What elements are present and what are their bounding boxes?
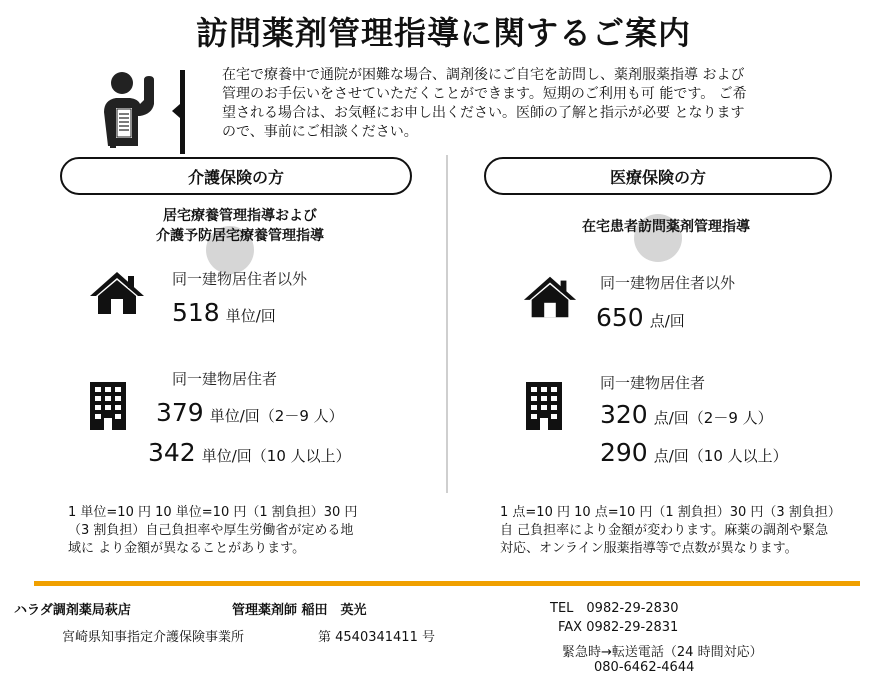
pharmacist-icon — [100, 70, 164, 152]
column-divider — [446, 155, 448, 493]
medical-group2-rate-row — [600, 400, 773, 429]
fax-number: FAX 0982-29-2831 — [558, 620, 679, 635]
medical-note — [500, 504, 882, 558]
rate-unit: 単位/回（10 人以上） — [201, 447, 351, 465]
rate-unit: 単位/回 — [225, 307, 276, 325]
house-icon — [88, 270, 146, 316]
subtitle-line: 介護予防居宅療養管理指導 — [156, 228, 324, 244]
medical-group1-rate — [596, 303, 685, 332]
medical-insurance-header: 医療保険の方 — [484, 157, 832, 195]
rate-value: 320 — [600, 400, 648, 429]
note-line: 1 単位=10 円 10 単位=10 円（1 割負担）30 円 — [68, 505, 358, 520]
rate-unit: 点/回（10 人以上） — [653, 447, 788, 465]
pharmacist-name: 管理薬剤師 稲田 英光 — [232, 603, 367, 618]
license-label: 宮崎県知事指定介護保険事業所 — [62, 630, 245, 645]
note-line: 1 点=10 円 10 点=10 円（1 割負担）30 円（3 割負担） — [500, 505, 841, 520]
intro-text — [222, 66, 842, 142]
rate-value: 650 — [596, 303, 644, 332]
footer-accent-line — [34, 581, 860, 586]
medical-group2-label: 同一建物居住者 — [600, 374, 706, 392]
care-note — [68, 504, 428, 558]
building-icon — [522, 380, 566, 432]
care-group2-rate-row — [148, 438, 351, 467]
rate-unit: 点/回（2－9 人） — [653, 409, 773, 427]
care-group2-rate-row — [156, 398, 344, 427]
note-line: （3 割負担）自己負担率や厚生労働省が定める地 — [68, 523, 354, 538]
rate-value: 342 — [148, 438, 196, 467]
care-group1-label: 同一建物居住者以外 — [172, 270, 308, 288]
emergency-tel: 080-6462-4644 — [594, 660, 695, 675]
intro-line: 管理のお手伝いをさせていただくことができます。短期のご利用も可 能です。 ご希 — [222, 86, 747, 102]
pharmacy-name: ハラダ調剤薬局萩店 — [14, 603, 131, 618]
note-line: 域に より金額が異なることがあります。 — [68, 541, 306, 556]
note-line: 自 己負担率により金額が変わります。麻薬の調剤や緊急 — [500, 523, 829, 538]
house-icon — [522, 274, 578, 320]
note-line: 対応、オンライン服薬指導等で点数が異なります。 — [500, 541, 798, 556]
intro-line: 在宅で療養中で通院が困難な場合、調剤後にご自宅を訪問し、薬剤服薬指導 および — [222, 67, 745, 83]
medical-insurance-subtitle — [506, 217, 826, 237]
medical-group2-rate-row — [600, 438, 788, 467]
emergency-label: 緊急時→転送電話（24 時間対応） — [562, 645, 763, 660]
care-group2-label: 同一建物居住者 — [172, 370, 278, 388]
intro-divider — [180, 70, 185, 154]
building-icon — [86, 380, 130, 432]
intro-line: ので、事前にご相談ください。 — [222, 124, 418, 140]
license-number: 第 4540341411 号 — [318, 630, 435, 645]
page-title: 訪問薬剤管理指導に関するご案内 — [195, 14, 691, 52]
rate-value: 518 — [172, 298, 220, 327]
subtitle-line: 居宅療養管理指導および — [163, 208, 317, 224]
subtitle-line: 在宅患者訪問薬剤管理指導 — [582, 219, 750, 235]
rate-unit: 点/回 — [649, 312, 685, 330]
rate-value: 290 — [600, 438, 648, 467]
rate-unit: 単位/回（2－9 人） — [209, 407, 344, 425]
medical-group1-label: 同一建物居住者以外 — [600, 274, 736, 292]
care-insurance-header: 介護保険の方 — [60, 157, 412, 195]
intro-pointer — [172, 104, 180, 118]
tel-number: TEL 0982-29-2830 — [550, 601, 679, 616]
care-group1-rate — [172, 298, 276, 327]
rate-value: 379 — [156, 398, 204, 427]
care-insurance-subtitle — [80, 206, 400, 246]
intro-line: 望される場合は、お気軽にお申し出ください。医師の了解と指示が必要 となります — [222, 105, 745, 121]
